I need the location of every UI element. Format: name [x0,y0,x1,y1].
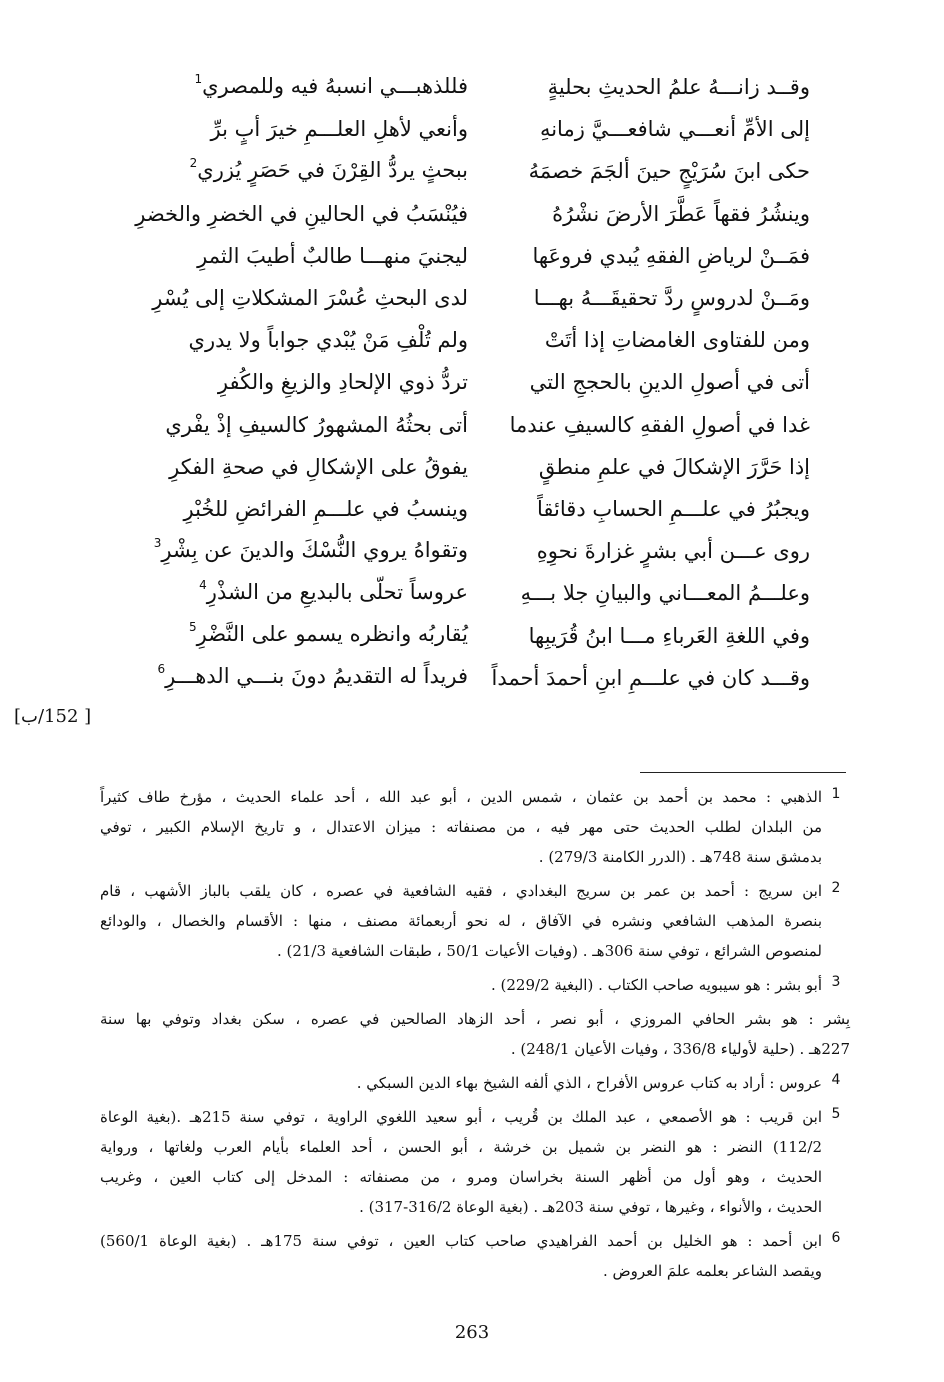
verse-second-text: ولم تُلْفِ مَنْ يُبْدي جواباً ولا يدري [188,328,468,353]
verse-first-hemistich: وقــد زانـــهُ علمُ الحديثِ بحليةٍ [547,75,810,100]
footnotes-block [100,782,850,1290]
verse-row [150,446,810,488]
verse-row [150,530,810,572]
verse-second-hemistich [158,571,468,616]
verse-second-text: يفوقُ على الإشكالِ في صحةِ الفكرِ [169,454,468,479]
verse-second-hemistich [158,655,468,700]
footnote-line: 227هـ . (حلية لأولياء 336/8 ، وفيات الأعيان 248/1) . [510,1040,850,1058]
footnote [100,1226,850,1286]
footnote-text [100,1068,822,1098]
footnote-text [100,1226,822,1286]
footnote-line: ويقصد الشاعر بعلمه علمَ العروض . [602,1262,822,1280]
footnote-line: من البلدان لطلب الحديث حتى مهر فيه ، من مصنفاته : ميزان الاعتدال ، و تاريخ الإسلام الكبير ، توفي [100,818,822,836]
footnote-text [100,970,822,1000]
verse-second-hemistich [158,149,468,194]
verse-second-hemistich [152,277,468,319]
verse-second-text: وأنعي لأهلِ العلـــمِ خيرَ أبٍ برِّ [210,117,468,142]
footnote-number: 1 [831,786,841,802]
footnote-number: 3 [831,974,841,990]
verse-second-text: يُقاربُه وانظره يسمو على النَّضْرِ [196,622,468,647]
verse-second-hemistich [153,529,468,574]
footnote-reference: 5 [188,620,197,635]
footnote-line: ابن أحمد : هو الخليل بن أحمد الفراهيدي صاحب كتاب العين ، توفي سنة 175هـ . (بغية الوعاة 560/1) [100,1232,823,1250]
verse-second-text: وتقواهُ يروي النُّسْكَ والدينَ عن بِشْرِ [161,537,468,562]
footnote-line: 112/2) النضر : هو النضر بن شميل بن خرشة ، أبو الحسن ، أحد العلماء بأيام العرب ولغاتها ، ورواية [100,1138,822,1156]
footnote-line: الحديث ، والأنواء ، وغيرها ، توفي سنة 203هـ . (بغية الوعاة 316/2-317) . [359,1198,822,1216]
footnote-reference: 4 [199,577,207,592]
verse-second-hemistich [158,446,468,488]
verse-second-hemistich [158,108,468,150]
verse-second-text: فيُنْسَبُ في الحالينِ في الخضرِ والخضرِ [135,201,468,226]
verse-row [150,572,810,614]
verse-first-hemistich: غدا في أصولِ الفقهِ كالسيفِ عندما [509,412,810,437]
verse-first-hemistich: أتى في أصولِ الدينِ بالحججِ التي [529,370,810,395]
verse-second-text: ليجنيَ منهـــا طالبٌ أطيبَ الثمرِ [197,243,468,268]
verse-first-hemistich: ويجبُرُ في علـــمِ الحسابِ دقائقاً [537,496,810,521]
verse-first-hemistich: إلى الأمِّ أنعـــي شافعـــيَّ زمانهِ [539,117,810,142]
verse-first-hemistich: ومن للفتاوى الغامضاتِ إذا أتَتْ [544,328,810,353]
verse-second-text: لدى البحثِ عُسْرَ المشكلاتِ إلى يُسْرِ [152,286,468,311]
page-number: 263 [454,1322,490,1343]
footnote-line: بنصرة المذهب الشافعي ونشره في الآفاق ، له نحو أربعمائة مصنف ، منها : الأقسام والخصال ، والودائع [100,912,822,930]
verse-row [150,319,810,361]
verse-second-hemistich [158,404,468,446]
footnote-line: الحديث ، وهو أول من أظهر السنة بخراسان ومرو ، من مصنفاته : المدخل إلى كتاب العين ، وغريب [100,1168,822,1186]
verse-second-text: عروساً تحلّى بالبديعِ من الشذْرِ [206,579,468,604]
footnote-divider [640,772,846,773]
verse-first-hemistich: روى عـــن أبي بشرٍ غزارةَ نحوِهِ [536,539,810,564]
footnote-reference: 1 [194,71,203,86]
footnote-text [100,876,822,966]
footnote [100,970,850,1000]
footnote-text [100,782,822,872]
verse-row [150,66,810,108]
footnote-number: 5 [831,1106,841,1122]
footnote [100,782,850,872]
footnote-reference: 3 [153,535,162,550]
verse-second-hemistich [158,613,468,658]
footnote [100,1068,850,1098]
poem-block [135,66,810,746]
verse-second-text: تردُّ ذوي الإلحادِ والزيغِ والكُفرِ [217,370,468,395]
footnote-text [100,1102,822,1222]
verse-second-hemistich [158,488,468,530]
verse-second-text: فللذهبـــي انسبهُ فيه وللمصري [202,73,468,98]
verse-first-hemistich: حكى ابنَ سُرَيْجٍ حينَ ألجَمَ خصمَهُ [528,159,810,184]
verse-row [150,277,810,319]
verse-first-hemistich: إذا حَرَّرَ الإشكالَ في علمِ منطقٍ [538,454,810,479]
verse-second-hemistich [135,193,468,235]
verse-row [150,108,810,150]
verse-first-hemistich: فمَــنْ لرياضِ الفقهِ يُبدي فروعَها [532,243,810,268]
verse-second-text: أتى بحثُهُ المشهورُ كالسيفِ إذْ يفْري [165,412,468,437]
verse-second-hemistich [158,361,468,403]
footnote-number: 6 [831,1230,841,1246]
verse-second-text: ببحثٍ يردُّ القِرْنَ في حَصَرٍ يُزري [197,157,468,182]
footnote [100,1102,850,1222]
footnote-line: عروس : أراد به كتاب عروس الأفراح ، الذي ألفه الشيخ بهاء الدين السبكي . [356,1074,822,1092]
footnote-line: الذهبي : محمد بن أحمد بن عثمان ، شمس الدين ، أبو عبد الله ، أحد علماء الحديث ، مؤرخ طاف كثيراً [100,788,822,806]
verse-first-hemistich: وعلـــمُ المعـــاني والبيانِ جلا بـــهِ [520,581,810,606]
verse-first-hemistich: وقـــد كان في علـــمِ ابنِ أحمدَ أحمداً [491,665,810,690]
verse-row [150,404,810,446]
verse-row [150,150,810,192]
footnote-text [100,1004,850,1064]
footnote-line: أبو بشر : هو سيبويه صاحب الكتاب . (البغية 229/2) . [491,976,822,994]
footnote [100,876,850,966]
verse-row [150,657,810,699]
verse-second-text: فريداً له التقديمُ دونَ بنـــي الدهـــرِ [165,664,468,689]
footnote [100,1004,850,1064]
footnote-line: ابن سريج : أحمد بن عمر بن سريج البغدادي ، فقيه الشافعية في عصره ، كان يلقب بالباز الأشهب ، قام [100,882,822,900]
footnote-number: 4 [831,1072,841,1088]
footnote-reference: 2 [189,155,198,170]
footnote-reference: 6 [157,662,166,677]
verse-row [150,488,810,530]
verse-second-hemistich [158,65,468,110]
verse-row [150,614,810,656]
verse-row [150,361,810,403]
footnote-line: بدمشق سنة 748هـ . (الدرر الكامنة 279/3) . [538,848,822,866]
verse-row [150,235,810,277]
verse-first-hemistich: وينشُرُ فقهاً عَطَّرَ الأرضَ نشْرُهُ [552,201,810,226]
footnote-line: لمنصوص الشرائع ، توفي سنة 306هـ . (وفيات الأعيات 50/1 ، طبقات الشافعية 21/3) . [276,942,822,960]
verse-first-hemistich: وفي اللغةِ العَرباءِ مـــا ابنُ قُرَيبِها [528,623,810,648]
footnote-number: 2 [831,880,841,896]
verse-second-hemistich [158,319,468,361]
verse-row [135,193,810,235]
folio-marker: [ 152/ب] [14,706,92,727]
verse-second-text: وينسبُ في علـــمِ الفرائضِ للخُبْرِ [183,496,468,521]
verse-second-hemistich [158,235,468,277]
footnote-line: بِشر : هو بشر الحافي المروزي ، أبو نصر ، أحد الزهاد الصالحين في عصره ، سكن بغداد وتوفي بها سنة [100,1010,850,1028]
verse-first-hemistich: ومَــنْ لدروسٍ ردَّ تحقيقَـــهُ بهـــا [533,286,810,311]
footnote-line: ابن قريب : هو الأصمعي ، عبد الملك بن قُريب ، أبو سعيد اللغوي الراوية ، توفي سنة 215هـ .(بغية الوعاة [100,1108,822,1126]
